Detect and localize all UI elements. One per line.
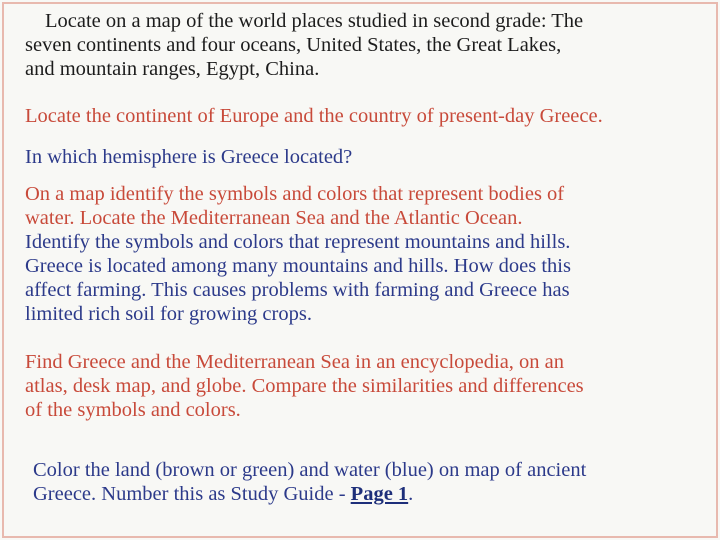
text-line: water. Locate the Mediterranean Sea and the Atlantic Ocean.	[25, 207, 523, 229]
period: .	[408, 483, 414, 505]
question-hemisphere	[25, 145, 715, 169]
text-line: Identify the symbols and colors that represent mountains and hills.	[25, 231, 571, 253]
task-water-symbols	[25, 182, 715, 230]
task-encyclopedia-compare	[25, 350, 715, 422]
text-line: Color the land (brown or green) and water (blue) on map of ancient	[33, 459, 587, 481]
text-line: Locate the continent of Europe and the country of present-day Greece.	[25, 105, 603, 127]
task-mountains-farming	[25, 230, 715, 326]
text-line: Locate on a map of the world places studied in second grade: The	[45, 10, 584, 32]
text-line	[33, 482, 713, 506]
objective-second-grade-places	[25, 9, 715, 81]
text-line: atlas, desk map, and globe. Compare the similarities and differences	[25, 375, 584, 397]
text-line: affect farming. This causes problems with farming and Greece has	[25, 279, 570, 301]
text-line: seven continents and four oceans, United States, the Great Lakes,	[25, 34, 562, 56]
task-color-map	[33, 458, 713, 506]
text-line: limited rich soil for growing crops.	[25, 303, 312, 325]
text-line: On a map identify the symbols and colors that represent bodies of	[25, 183, 565, 205]
page-1-link[interactable]: Page 1	[350, 483, 409, 505]
text-line: of the symbols and colors.	[25, 399, 241, 421]
text-line: Greece is located among many mountains and hills. How does this	[25, 255, 571, 277]
text-line: and mountain ranges, Egypt, China.	[25, 58, 320, 80]
text-line: Find Greece and the Mediterranean Sea in an encyclopedia, on an	[25, 351, 565, 373]
text-line: In which hemisphere is Greece located?	[25, 146, 353, 168]
objective-locate-europe-greece	[25, 104, 715, 128]
study-guide-label: Greece. Number this as Study Guide -	[33, 483, 351, 505]
